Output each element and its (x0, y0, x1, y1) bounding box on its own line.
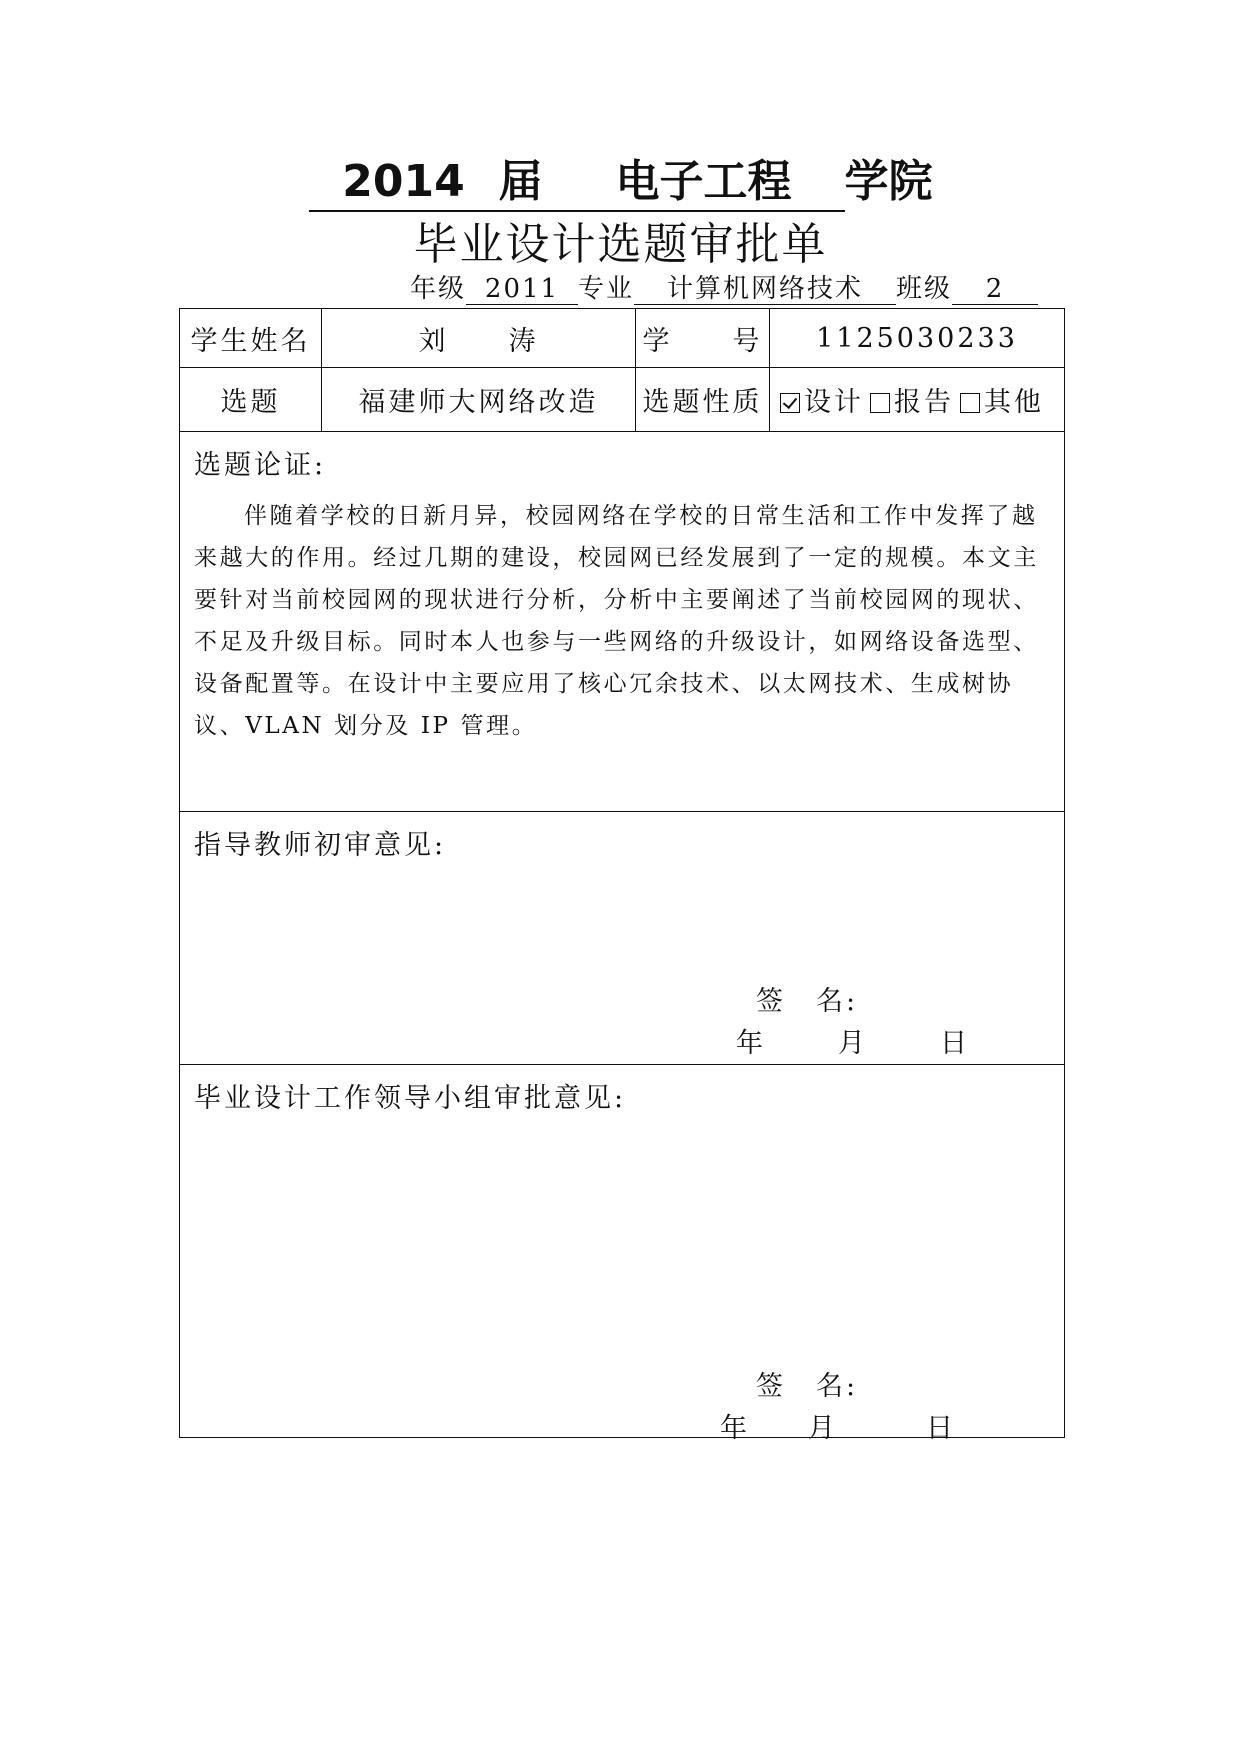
student-row (180, 309, 1064, 368)
class-value: 2 (952, 274, 1038, 305)
student-name-value: 刘 涛 (322, 309, 636, 367)
topic-nature-label: 选题性质 (636, 367, 770, 431)
advisor-signature-label: 签 名: (756, 986, 859, 1017)
advisor-date-month: 月 (838, 1028, 868, 1059)
grade-label: 年级 (410, 274, 467, 304)
college-name: 电子工程 (563, 154, 845, 212)
committee-date-month: 月 (808, 1413, 838, 1444)
major-value: 计算机网络技术 (634, 274, 896, 305)
committee-signature-label: 签 名: (756, 1371, 859, 1402)
college-heading (0, 150, 1241, 214)
topic-nature-options (770, 367, 1064, 431)
major-label: 专业 (578, 274, 635, 304)
advisor-date-year: 年 (736, 1028, 766, 1059)
argument-section (180, 431, 1064, 812)
argument-text: 伴随着学校的日新月异，校园网络在学校的日常生活和工作中发挥了越来越大的作用。经过几期的建设，校园网已经发展到了一定的规模。本文主要针对当前校园网的现状进行分析，分析中主要阐述了当前校园网的现状、不足及升级目标。同时本人也参与一些网络的升级设计，如网络设备选型、设备配置等。在设计中主要应用了核心冗余技术、以太网技术、生成树协议、VLAN 划分及 IP 管理。 (194, 503, 1039, 739)
grade-value: 2011 (466, 274, 578, 305)
checked-box-icon (780, 393, 800, 413)
class-label: 班级 (896, 274, 953, 304)
committee-review-section (180, 1064, 1064, 1444)
topic-label: 选题 (180, 367, 322, 431)
advisor-date-day: 日 (940, 1028, 970, 1059)
topic-value: 福建师大网络改造 (322, 367, 636, 431)
unchecked-box-icon (960, 393, 980, 413)
college-suffix: 学院 (844, 156, 933, 207)
nature-option-other-label: 其他 (984, 386, 1044, 418)
topic-row (180, 367, 1064, 432)
nature-option-report-label: 报告 (894, 386, 954, 418)
form-title: 毕业设计选题审批单 (413, 219, 828, 270)
nature-option-other[interactable] (960, 380, 1044, 419)
graduation-year: 2014 (309, 154, 499, 212)
nature-option-design[interactable] (780, 380, 864, 419)
student-id-label: 学 号 (636, 309, 770, 367)
jie-label: 届 (499, 154, 563, 212)
committee-date-day: 日 (926, 1413, 956, 1444)
nature-option-report[interactable] (870, 380, 954, 419)
student-name-label: 学生姓名 (180, 309, 322, 367)
unchecked-box-icon (870, 393, 890, 413)
nature-option-design-label: 设计 (804, 386, 864, 418)
committee-date-year: 年 (720, 1413, 750, 1444)
argument-label: 选题论证: (194, 450, 327, 481)
student-id-value: 1125030233 (816, 322, 1018, 354)
advisor-review-label: 指导教师初审意见: (194, 830, 447, 861)
student-info-line (410, 272, 1038, 306)
advisor-review-section (180, 811, 1064, 1065)
approval-form (179, 308, 1065, 1444)
committee-review-label: 毕业设计工作领导小组审批意见: (194, 1083, 627, 1114)
